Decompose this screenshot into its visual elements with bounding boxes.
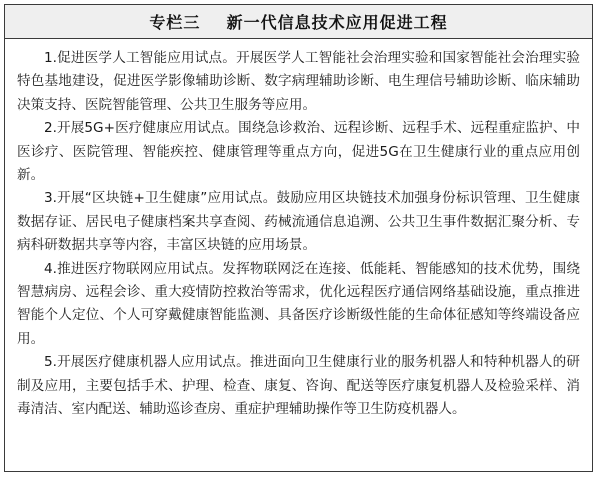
box-content: [5, 39, 592, 422]
sidebar-box: [4, 4, 593, 472]
box-title: 专栏三 新一代信息技术应用促进工程: [149, 13, 448, 32]
paragraph-5: 5.开展医疗健康机器人应用试点。推进面向卫生健康行业的服务机器人和特种机器人的研制及应用，主要包括手术、护理、检查、康复、咨询、配送等医疗康复机器人及检验采样、消毒清洁、室内配送、辅助巡诊查房、重症护理辅助操作等卫生防疫机器人。: [17, 354, 580, 418]
box-header: [5, 5, 592, 39]
paragraph-3: 3.开展“区块链+卫生健康”应用试点。鼓励应用区块链技术加强身份标识管理、卫生健康数据存证、居民电子健康档案共享查阅、药械流通信息追溯、公共卫生事件数据汇聚分析、专病科研数据共享等内容，丰富区块链的应用场景。: [17, 190, 580, 254]
paragraph-4: 4.推进医疗物联网应用试点。发挥物联网泛在连接、低能耗、智能感知的技术优势，围绕智慧病房、远程会诊、重大疫情防控救治等需求，优化远程医疗通信网络基础设施，重点推进智能个人定位、个人可穿戴健康智能监测、具备医疗诊断级性能的生命体征感知等终端设备应用。: [17, 260, 580, 347]
paragraph-2: 2.开展5G+医疗健康应用试点。围绕急诊救治、远程诊断、远程手术、远程重症监护、中医诊疗、医院管理、智能疾控、健康管理等重点方向，促进5G在卫生健康行业的重点应用创新。: [17, 120, 580, 184]
paragraph-1: 1.促进医学人工智能应用试点。开展医学人工智能社会治理实验和国家智能社会治理实验特色基地建设，促进医学影像辅助诊断、数字病理辅助诊断、电生理信号辅助诊断、临床辅助决策支持、医院智能管理、公共卫生服务等应用。: [17, 50, 580, 113]
